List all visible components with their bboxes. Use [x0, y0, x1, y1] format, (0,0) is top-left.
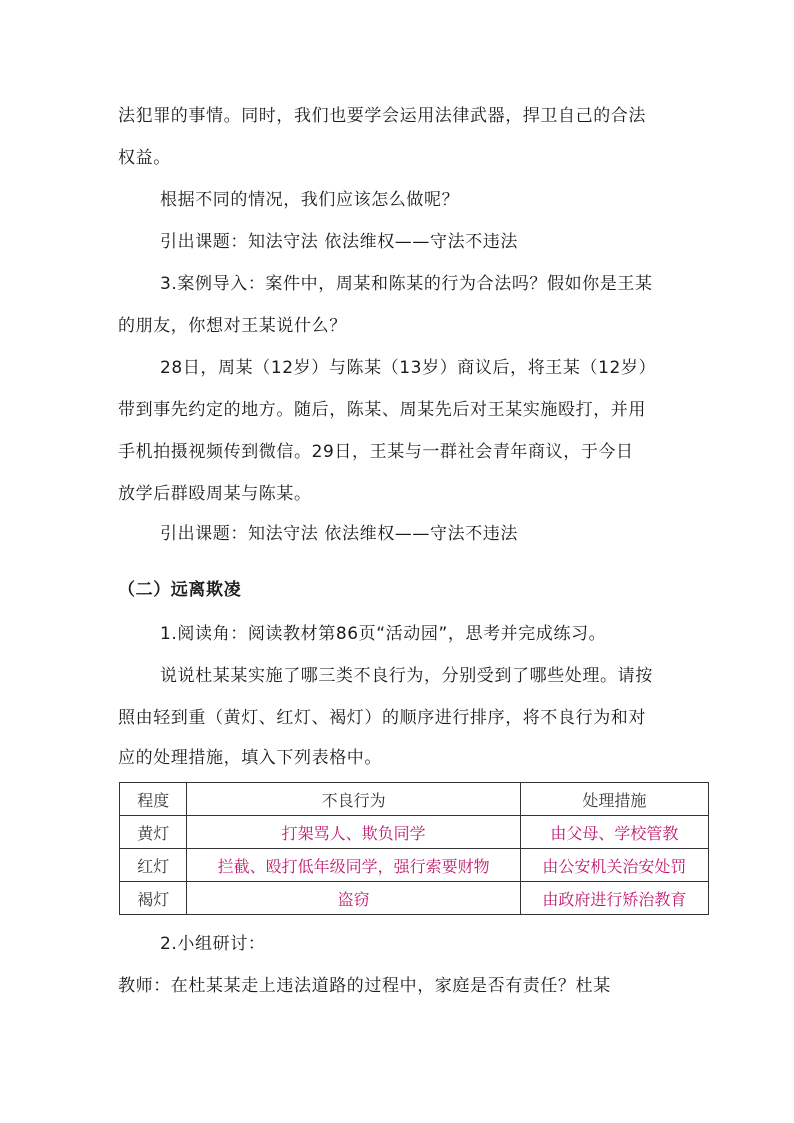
level-cell: 黄灯: [120, 816, 187, 849]
behavior-cell: 盗窃: [187, 882, 520, 915]
behavior-cell: 打架骂人、欺负同学: [187, 816, 520, 849]
paragraph-line: 放学后群殴周某与陈某。: [118, 484, 312, 504]
header-cell: 程度: [120, 783, 187, 816]
table-row: [120, 816, 709, 849]
section-heading: （二）远离欺凌: [118, 580, 242, 600]
paragraph-line: 权益。: [118, 148, 171, 168]
paragraph-line: 28日，周某（12岁）与陈某（13岁）商议后，将王某（12岁）: [160, 358, 657, 378]
paragraph-line: 法犯罪的事情。同时，我们也要学会运用法律武器，捍卫自己的合法: [118, 106, 646, 126]
measure-cell: 由公安机关治安处罚: [520, 849, 708, 882]
behavior-table: [119, 782, 709, 915]
paragraph-line: 1.阅读角：阅读教材第86页“活动园”，思考并完成练习。: [160, 624, 607, 644]
paragraph-line: 的朋友，你想对王某说什么？: [118, 316, 347, 336]
table-row: [120, 849, 709, 882]
measure-cell: 由父母、学校管教: [520, 816, 708, 849]
paragraph-line: 3.案例导入：案件中，周某和陈某的行为合法吗？假如你是王某: [160, 274, 653, 294]
paragraph-line: 引出课题：知法守法 依法维权——守法不违法: [160, 524, 519, 544]
table-row: [120, 882, 709, 915]
table-header-row: [120, 783, 709, 816]
behavior-cell: 拦截、殴打低年级同学，强行索要财物: [187, 849, 520, 882]
paragraph-line: 2.小组研讨：: [160, 934, 266, 954]
paragraph-line: 根据不同的情况，我们应该怎么做呢？: [160, 190, 460, 210]
paragraph-line: 教师：在杜某某走上违法道路的过程中，家庭是否有责任？杜某: [118, 976, 611, 996]
level-cell: 褐灯: [120, 882, 187, 915]
paragraph-line: 引出课题：知法守法 依法维权——守法不违法: [160, 232, 519, 252]
paragraph-line: 照由轻到重（黄灯、红灯、褐灯）的顺序进行排序，将不良行为和对: [118, 708, 646, 728]
paragraph-line: 应的处理措施，填入下列表格中。: [118, 748, 382, 768]
level-cell: 红灯: [120, 849, 187, 882]
header-cell: 处理措施: [520, 783, 708, 816]
paragraph-line: 带到事先约定的地方。随后，陈某、周某先后对王某实施殴打，并用: [118, 400, 646, 420]
header-cell: 不良行为: [187, 783, 520, 816]
measure-cell: 由政府进行矫治教育: [520, 882, 708, 915]
paragraph-line: 说说杜某某实施了哪三类不良行为，分别受到了哪些处理。请按: [160, 666, 653, 686]
paragraph-line: 手机拍摄视频传到微信。29日，王某与一群社会青年商议，于今日: [118, 442, 634, 462]
